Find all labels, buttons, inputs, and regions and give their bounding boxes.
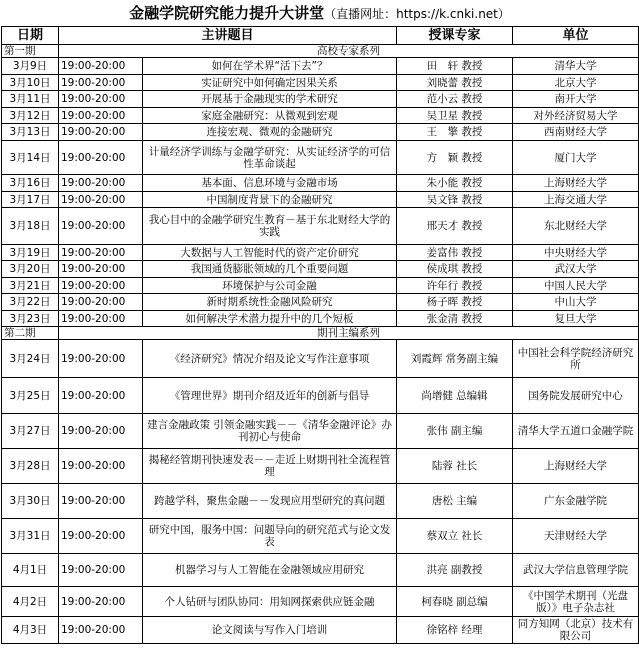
row-unit: 中国人民大学: [513, 278, 639, 294]
table-row: [2, 261, 639, 278]
row-unit: 厦门大学: [513, 141, 639, 175]
row-topic: 大数据与人工智能时代的资产定价研究: [143, 245, 397, 261]
row-unit: 同方知网（北京）技术有限公司: [513, 617, 639, 644]
row-time: 19:00-20:00: [59, 554, 143, 587]
row-topic: 基本面、信息环境与金融市场: [143, 175, 397, 192]
page-title: [0, 0, 639, 26]
table-row: [2, 245, 639, 261]
row-topic: 家庭金融研究：从微观到宏观: [143, 108, 397, 124]
title-main: 金融学院研究能力提升大讲堂: [129, 4, 325, 22]
row-expert: 姜富伟 教授: [397, 245, 513, 261]
row-date: 3月23日: [2, 311, 59, 327]
table-row: [2, 617, 639, 644]
table-row: [2, 311, 639, 327]
row-unit: 清华大学五道口金融学院: [513, 414, 639, 449]
row-expert: 张伟 副主编: [397, 414, 513, 449]
row-topic: 新时期系统性金融风险研究: [143, 294, 397, 311]
section-row: [2, 327, 639, 340]
row-time: 19:00-20:00: [59, 58, 143, 75]
row-date: 3月12日: [2, 108, 59, 124]
table-row: [2, 58, 639, 75]
row-time: 19:00-20:00: [59, 141, 143, 175]
row-unit: 复旦大学: [513, 311, 639, 327]
row-topic: 连接宏观、微观的金融研究: [143, 124, 397, 141]
row-time: 19:00-20:00: [59, 617, 143, 644]
row-date: 3月11日: [2, 91, 59, 108]
row-topic: 中国制度背景下的金融研究: [143, 192, 397, 208]
row-time: 19:00-20:00: [59, 75, 143, 91]
row-topic: 建言金融政策 引领金融实践－－《清华金融评论》办刊初心与使命: [143, 414, 397, 449]
row-date: 3月14日: [2, 141, 59, 175]
table-row: [2, 278, 639, 294]
row-expert: 张金清 教授: [397, 311, 513, 327]
row-unit: 广东金融学院: [513, 484, 639, 519]
row-date: 3月19日: [2, 245, 59, 261]
row-date: 3月31日: [2, 519, 59, 554]
row-time: 19:00-20:00: [59, 311, 143, 327]
header-row: [2, 27, 639, 45]
table-row: [2, 449, 639, 484]
row-date: 3月17日: [2, 192, 59, 208]
row-unit: 上海财经大学: [513, 175, 639, 192]
row-expert: 尚增健 总编辑: [397, 378, 513, 414]
row-unit: 天津财经大学: [513, 519, 639, 554]
row-topic: 揭秘经管期刊快速发表－－走近上财期刊社全流程管理: [143, 449, 397, 484]
row-date: 3月24日: [2, 340, 59, 378]
row-topic: 我心目中的金融学研究生教育－基于东北财经大学的实践: [143, 208, 397, 245]
row-expert: 范小云 教授: [397, 91, 513, 108]
row-date: 3月18日: [2, 208, 59, 245]
table-row: [2, 378, 639, 414]
row-expert: 侯成琪 教授: [397, 261, 513, 278]
row-topic: 实证研究中如何确定因果关系: [143, 75, 397, 91]
row-time: 19:00-20:00: [59, 91, 143, 108]
section-row: [2, 45, 639, 58]
section-label: 第一期: [2, 45, 59, 58]
row-expert: 朱小能 教授: [397, 175, 513, 192]
row-unit: 东北财经大学: [513, 208, 639, 245]
row-expert: 刘霞辉 常务副主编: [397, 340, 513, 378]
row-unit: 国务院发展研究中心: [513, 378, 639, 414]
row-expert: 徐铭梓 经理: [397, 617, 513, 644]
table-row: [2, 294, 639, 311]
row-topic: 如何解决学术潜力提升中的几个短板: [143, 311, 397, 327]
row-expert: 方 颖 教授: [397, 141, 513, 175]
row-unit: 中央财经大学: [513, 245, 639, 261]
row-unit: 北京大学: [513, 75, 639, 91]
row-date: 4月3日: [2, 617, 59, 644]
col-header-date: 日期: [2, 27, 59, 45]
row-time: 19:00-20:00: [59, 340, 143, 378]
col-header-unit: 单位: [513, 27, 639, 45]
row-date: 4月2日: [2, 587, 59, 617]
row-time: 19:00-20:00: [59, 261, 143, 278]
row-unit: 武汉大学信息管理学院: [513, 554, 639, 587]
row-date: 3月28日: [2, 449, 59, 484]
row-unit: 西南财经大学: [513, 124, 639, 141]
row-time: 19:00-20:00: [59, 245, 143, 261]
row-time: 19:00-20:00: [59, 587, 143, 617]
schedule-table: [1, 26, 639, 644]
row-date: 3月16日: [2, 175, 59, 192]
table-row: [2, 340, 639, 378]
col-header-expert: 授课专家: [397, 27, 513, 45]
row-topic: 机器学习与人工智能在金融领域应用研究: [143, 554, 397, 587]
row-time: 19:00-20:00: [59, 294, 143, 311]
row-topic: 论文阅读与写作入门培训: [143, 617, 397, 644]
row-topic: 如何在学术界“活下去”？: [143, 58, 397, 75]
row-unit: 上海交通大学: [513, 192, 639, 208]
row-unit: 南开大学: [513, 91, 639, 108]
row-date: 3月22日: [2, 294, 59, 311]
row-topic: 个人钻研与团队协同：用知网探索供应链金融: [143, 587, 397, 617]
row-date: 3月9日: [2, 58, 59, 75]
col-header-topic: 主讲题目: [59, 27, 397, 45]
table-row: [2, 175, 639, 192]
row-expert: 柯春晓 副总编: [397, 587, 513, 617]
table-row: [2, 554, 639, 587]
row-expert: 蔡双立 社长: [397, 519, 513, 554]
row-topic: 环境保护与公司金融: [143, 278, 397, 294]
row-unit: 清华大学: [513, 58, 639, 75]
table-row: [2, 414, 639, 449]
row-topic: 我国通货膨胀领域的几个重要问题: [143, 261, 397, 278]
table-row: [2, 75, 639, 91]
row-expert: 陆蓉 社长: [397, 449, 513, 484]
section-title: 高校专家系列: [59, 45, 639, 58]
row-unit: 武汉大学: [513, 261, 639, 278]
table-row: [2, 484, 639, 519]
row-expert: 吴文锋 教授: [397, 192, 513, 208]
row-time: 19:00-20:00: [59, 484, 143, 519]
section-label: 第二期: [2, 327, 59, 340]
row-unit: 中国社会科学院经济研究所: [513, 340, 639, 378]
row-unit: 对外经济贸易大学: [513, 108, 639, 124]
row-expert: 田 轩 教授: [397, 58, 513, 75]
row-date: 3月13日: [2, 124, 59, 141]
table-row: [2, 108, 639, 124]
row-expert: 王 擎 教授: [397, 124, 513, 141]
row-expert: 洪亮 副教授: [397, 554, 513, 587]
row-time: 19:00-20:00: [59, 278, 143, 294]
table-row: [2, 91, 639, 108]
table-row: [2, 519, 639, 554]
row-date: 3月27日: [2, 414, 59, 449]
row-topic: 《管理世界》期刊介绍及近年的创新与倡导: [143, 378, 397, 414]
row-time: 19:00-20:00: [59, 124, 143, 141]
row-time: 19:00-20:00: [59, 192, 143, 208]
row-date: 4月1日: [2, 554, 59, 587]
row-expert: 吴卫星 教授: [397, 108, 513, 124]
row-topic: 《经济研究》情况介绍及论文写作注意事项: [143, 340, 397, 378]
table-row: [2, 141, 639, 175]
table-row: [2, 192, 639, 208]
row-unit: 上海财经大学: [513, 449, 639, 484]
table-row: [2, 208, 639, 245]
table-row: [2, 587, 639, 617]
row-date: 3月21日: [2, 278, 59, 294]
row-time: 19:00-20:00: [59, 175, 143, 192]
row-topic: 计量经济学训练与金融学研究：从实证经济学的可信性革命谈起: [143, 141, 397, 175]
row-expert: 许年行 教授: [397, 278, 513, 294]
section-title: 期刊主编系列: [59, 327, 639, 340]
row-date: 3月30日: [2, 484, 59, 519]
title-live-url: （直播网址：https://k.cnki.net）: [324, 7, 510, 21]
row-time: 19:00-20:00: [59, 208, 143, 245]
row-topic: 开展基于金融现实的学术研究: [143, 91, 397, 108]
row-unit: 中山大学: [513, 294, 639, 311]
row-expert: 刘晓蕾 教授: [397, 75, 513, 91]
row-time: 19:00-20:00: [59, 108, 143, 124]
table-row: [2, 124, 639, 141]
row-date: 3月25日: [2, 378, 59, 414]
row-unit: 《中国学术期刊（光盘版）》电子杂志社: [513, 587, 639, 617]
row-time: 19:00-20:00: [59, 378, 143, 414]
row-topic: 跨越学科，聚焦金融－－发现应用型研究的真问题: [143, 484, 397, 519]
row-expert: 邢天才 教授: [397, 208, 513, 245]
row-expert: 杨子晖 教授: [397, 294, 513, 311]
row-date: 3月20日: [2, 261, 59, 278]
row-date: 3月10日: [2, 75, 59, 91]
row-topic: 研究中国，服务中国：问题导向的研究范式与论文发表: [143, 519, 397, 554]
row-time: 19:00-20:00: [59, 414, 143, 449]
row-time: 19:00-20:00: [59, 519, 143, 554]
row-time: 19:00-20:00: [59, 449, 143, 484]
row-expert: 唐松 主编: [397, 484, 513, 519]
